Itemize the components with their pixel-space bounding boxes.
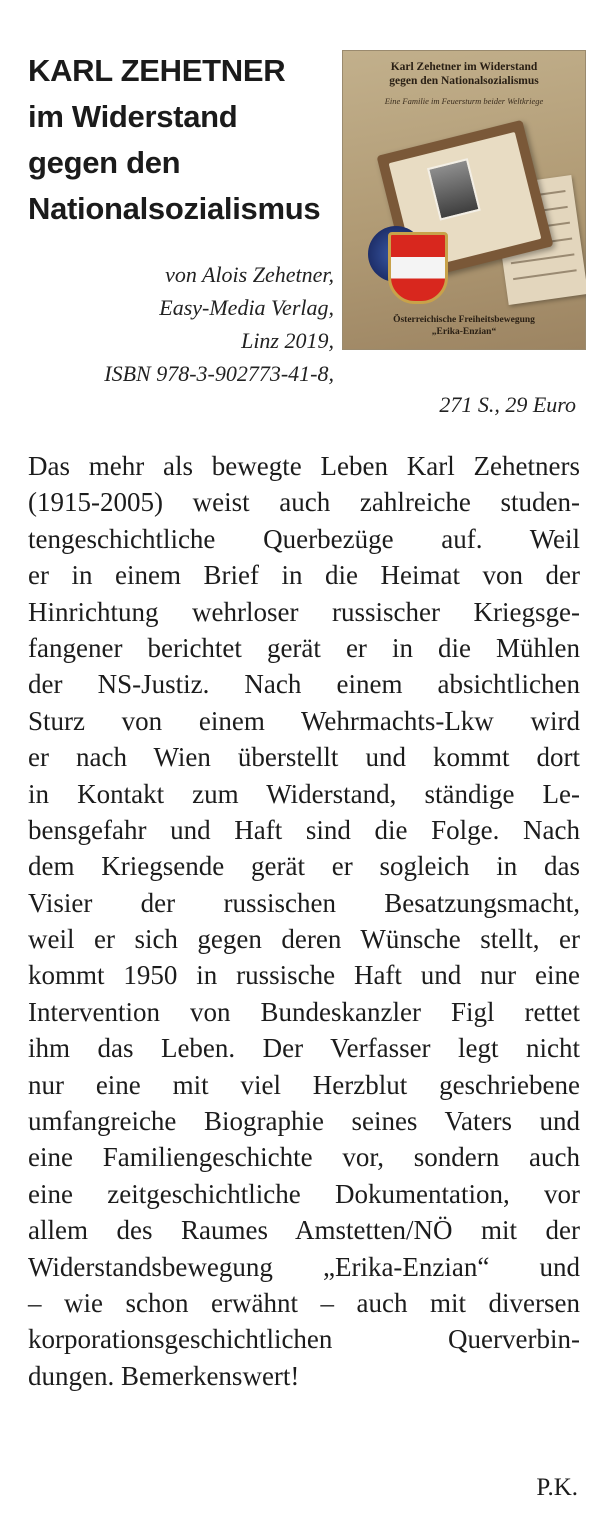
- title-line: gegen den: [28, 145, 181, 180]
- body-line: tengeschichtliche Querbezüge auf. Weil: [28, 523, 580, 554]
- title-line: im Widerstand: [28, 99, 238, 134]
- austrian-shield-badge-illustration: [388, 232, 448, 304]
- body-line: er in einem Brief in die Heimat von der: [28, 560, 580, 591]
- body-line: der NS-Justiz. Nach einem absichtlichen: [28, 669, 580, 700]
- body-line: (1915-2005) weist auch zahlreiche studen-: [28, 487, 580, 518]
- body-line: Das mehr als bewegte Leben Karl Zehetners: [28, 451, 580, 481]
- isbn-line: ISBN 978-3-902773-41-8,: [104, 361, 334, 386]
- body-line: dungen. Bemerkenswert!: [28, 1360, 300, 1391]
- body-line: Sturz von einem Wehrmachts-Lkw wird: [28, 705, 580, 736]
- body-line: Intervention von Bundeskanzler Figl rettet: [28, 996, 580, 1027]
- body-line: Widerstandsbewegung „Erika-Enzian“ und: [28, 1251, 580, 1282]
- body-line: allem des Raumes Amstetten/NÖ mit der: [28, 1215, 580, 1246]
- body-line: ihm das Leben. Der Verfasser legt nicht: [28, 1033, 580, 1064]
- body-line: Hinrichtung wehrloser russischer Kriegsge-: [28, 596, 580, 627]
- author-line: von Alois Zehetner,: [165, 262, 334, 287]
- pages-price-line: 271 S., 29 Euro: [439, 392, 576, 417]
- body-line: in Kontakt zum Widerstand, ständige Le-: [28, 778, 580, 809]
- author-signature: P.K.: [536, 1474, 578, 1501]
- title-line: KARL ZEHETNER: [28, 53, 286, 88]
- cover-title-line: gegen den Nationalsozialismus: [389, 75, 539, 87]
- body-line: dem Kriegsende gerät er sogleich in das: [28, 851, 580, 882]
- body-line: bensgefahr und Haft sind die Folge. Nach: [28, 814, 580, 845]
- book-metadata: [14, 258, 334, 390]
- body-line: er nach Wien überstellt und kommt dort: [28, 742, 580, 773]
- portrait-photo: [427, 158, 481, 221]
- body-line: nur eine mit viel Herzblut geschriebene: [28, 1069, 580, 1100]
- body-line: korporationsgeschichtlichen Querverbin-: [28, 1324, 580, 1355]
- body-line: weil er sich gegen deren Wünsche stellt, er: [28, 924, 580, 955]
- cover-bottom-line: „Erika-Enzian“: [431, 327, 497, 337]
- body-line: Visier der russischen Besatzungsmacht,: [28, 887, 580, 918]
- review-body: [28, 448, 580, 1394]
- body-line: umfangreiche Biographie seines Vaters und: [28, 1106, 580, 1137]
- body-line: eine Familiengeschichte vor, sondern auch: [28, 1142, 580, 1173]
- title-line: Nationalsozialismus: [28, 191, 321, 226]
- cover-title: [342, 60, 586, 88]
- cover-subtitle: Eine Familie im Feuersturm beider Weltkriege: [384, 96, 544, 106]
- book-cover-image: [342, 50, 586, 350]
- body-line: eine zeitgeschichtliche Dokumentation, vor: [28, 1178, 580, 1209]
- cover-bottom-line: Österreichische Freiheitsbewegung: [393, 315, 535, 325]
- body-line: fangener berichtet gerät er in die Mühlen: [28, 632, 580, 663]
- cover-bottom-text: [342, 314, 586, 338]
- cover-title-line: Karl Zehetner im Widerstand: [390, 61, 538, 73]
- place-year-line: Linz 2019,: [241, 328, 334, 353]
- publisher-line: Easy-Media Verlag,: [159, 295, 334, 320]
- book-title: [28, 48, 338, 232]
- body-line: kommt 1950 in russische Haft und nur eine: [28, 960, 580, 991]
- body-line: – wie schon erwähnt – auch mit diversen: [28, 1287, 580, 1318]
